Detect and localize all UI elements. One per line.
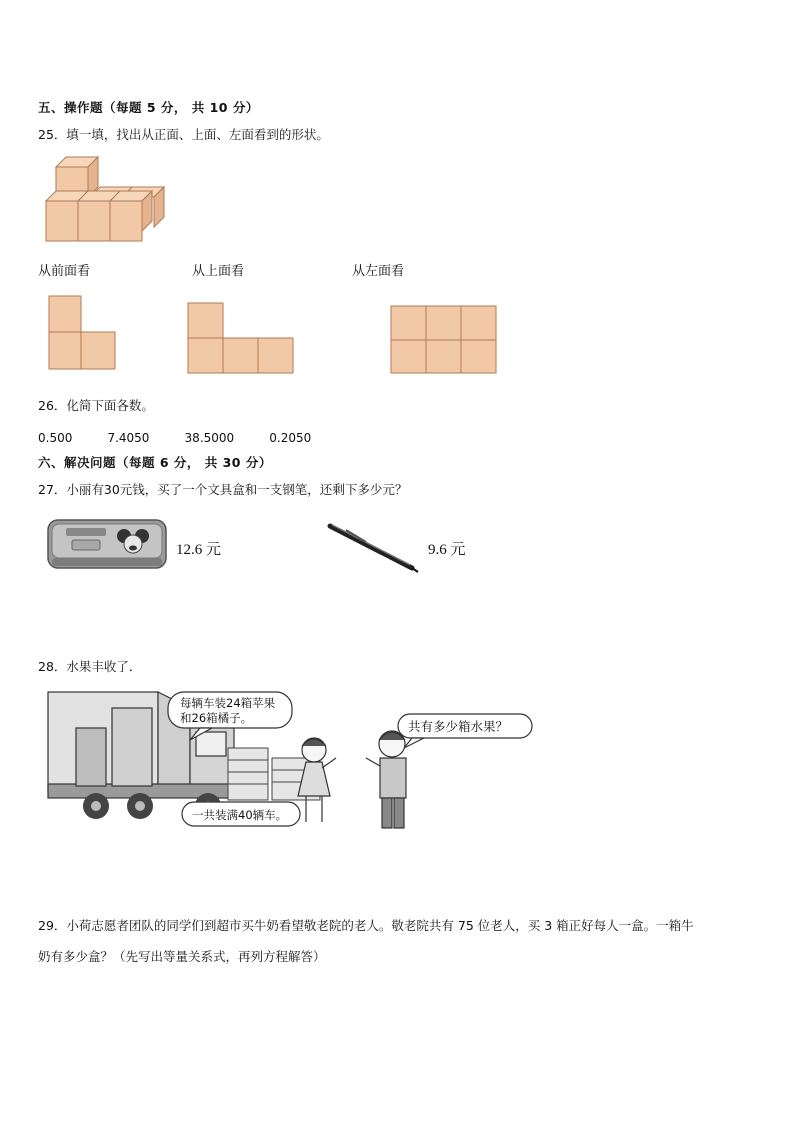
label-front-view: 从前面看 xyxy=(38,264,91,279)
number-list xyxy=(38,427,341,446)
bubble-text-2: 共有多少箱水果？ xyxy=(408,719,509,734)
question-25-text: 25．填一填，找出从正面、上面、左面看到的形状。 xyxy=(38,127,329,142)
question-29-line1: 29．小荷志愿者团队的同学们到超市买牛奶看望敬老院的老人。敬老院共有 75 位老人，买 3 箱正好每人一盒。一箱牛 xyxy=(38,918,694,933)
number-item: 7.4050 xyxy=(107,431,150,445)
pen-price: 9.6 元 xyxy=(428,542,466,558)
fruit-harvest-illustration xyxy=(40,684,540,840)
label-top-view: 从上面看 xyxy=(192,264,245,279)
question-29-line2: 奶有多少盒？（先写出等量关系式，再列方程解答） xyxy=(38,949,326,964)
pencil-box-price: 12.6 元 xyxy=(176,542,222,558)
number-item: 38.5000 xyxy=(184,431,235,445)
bubble-text-1-line2: 和26箱橘子。 xyxy=(180,711,253,725)
section-5-title: 五、操作题（每题 5 分， 共 10 分） xyxy=(38,100,259,115)
pen-image xyxy=(326,518,420,576)
question-26-text: 26．化简下面各数。 xyxy=(38,398,154,413)
label-left-view: 从左面看 xyxy=(352,264,405,279)
question-27-text: 27．小丽有30元钱，买了一个文具盒和一支钢笔，还剩下多少元？ xyxy=(38,482,408,497)
question-28-text: 28．水果丰收了． xyxy=(38,659,142,674)
bubble-text-1-line1: 每辆车装24箱苹果 xyxy=(180,696,276,710)
cube-figure-3d xyxy=(42,155,172,245)
number-item: 0.500 xyxy=(38,431,73,445)
top-view-shape xyxy=(187,302,295,374)
number-item: 0.2050 xyxy=(269,431,312,445)
section-6-title: 六、解决问题（每题 6 分， 共 30 分） xyxy=(38,455,272,470)
left-view-shape xyxy=(390,305,498,375)
bubble-text-3: 一共装满40辆车。 xyxy=(192,808,288,822)
pencil-box-image xyxy=(46,516,168,572)
front-view-shape xyxy=(48,295,118,371)
